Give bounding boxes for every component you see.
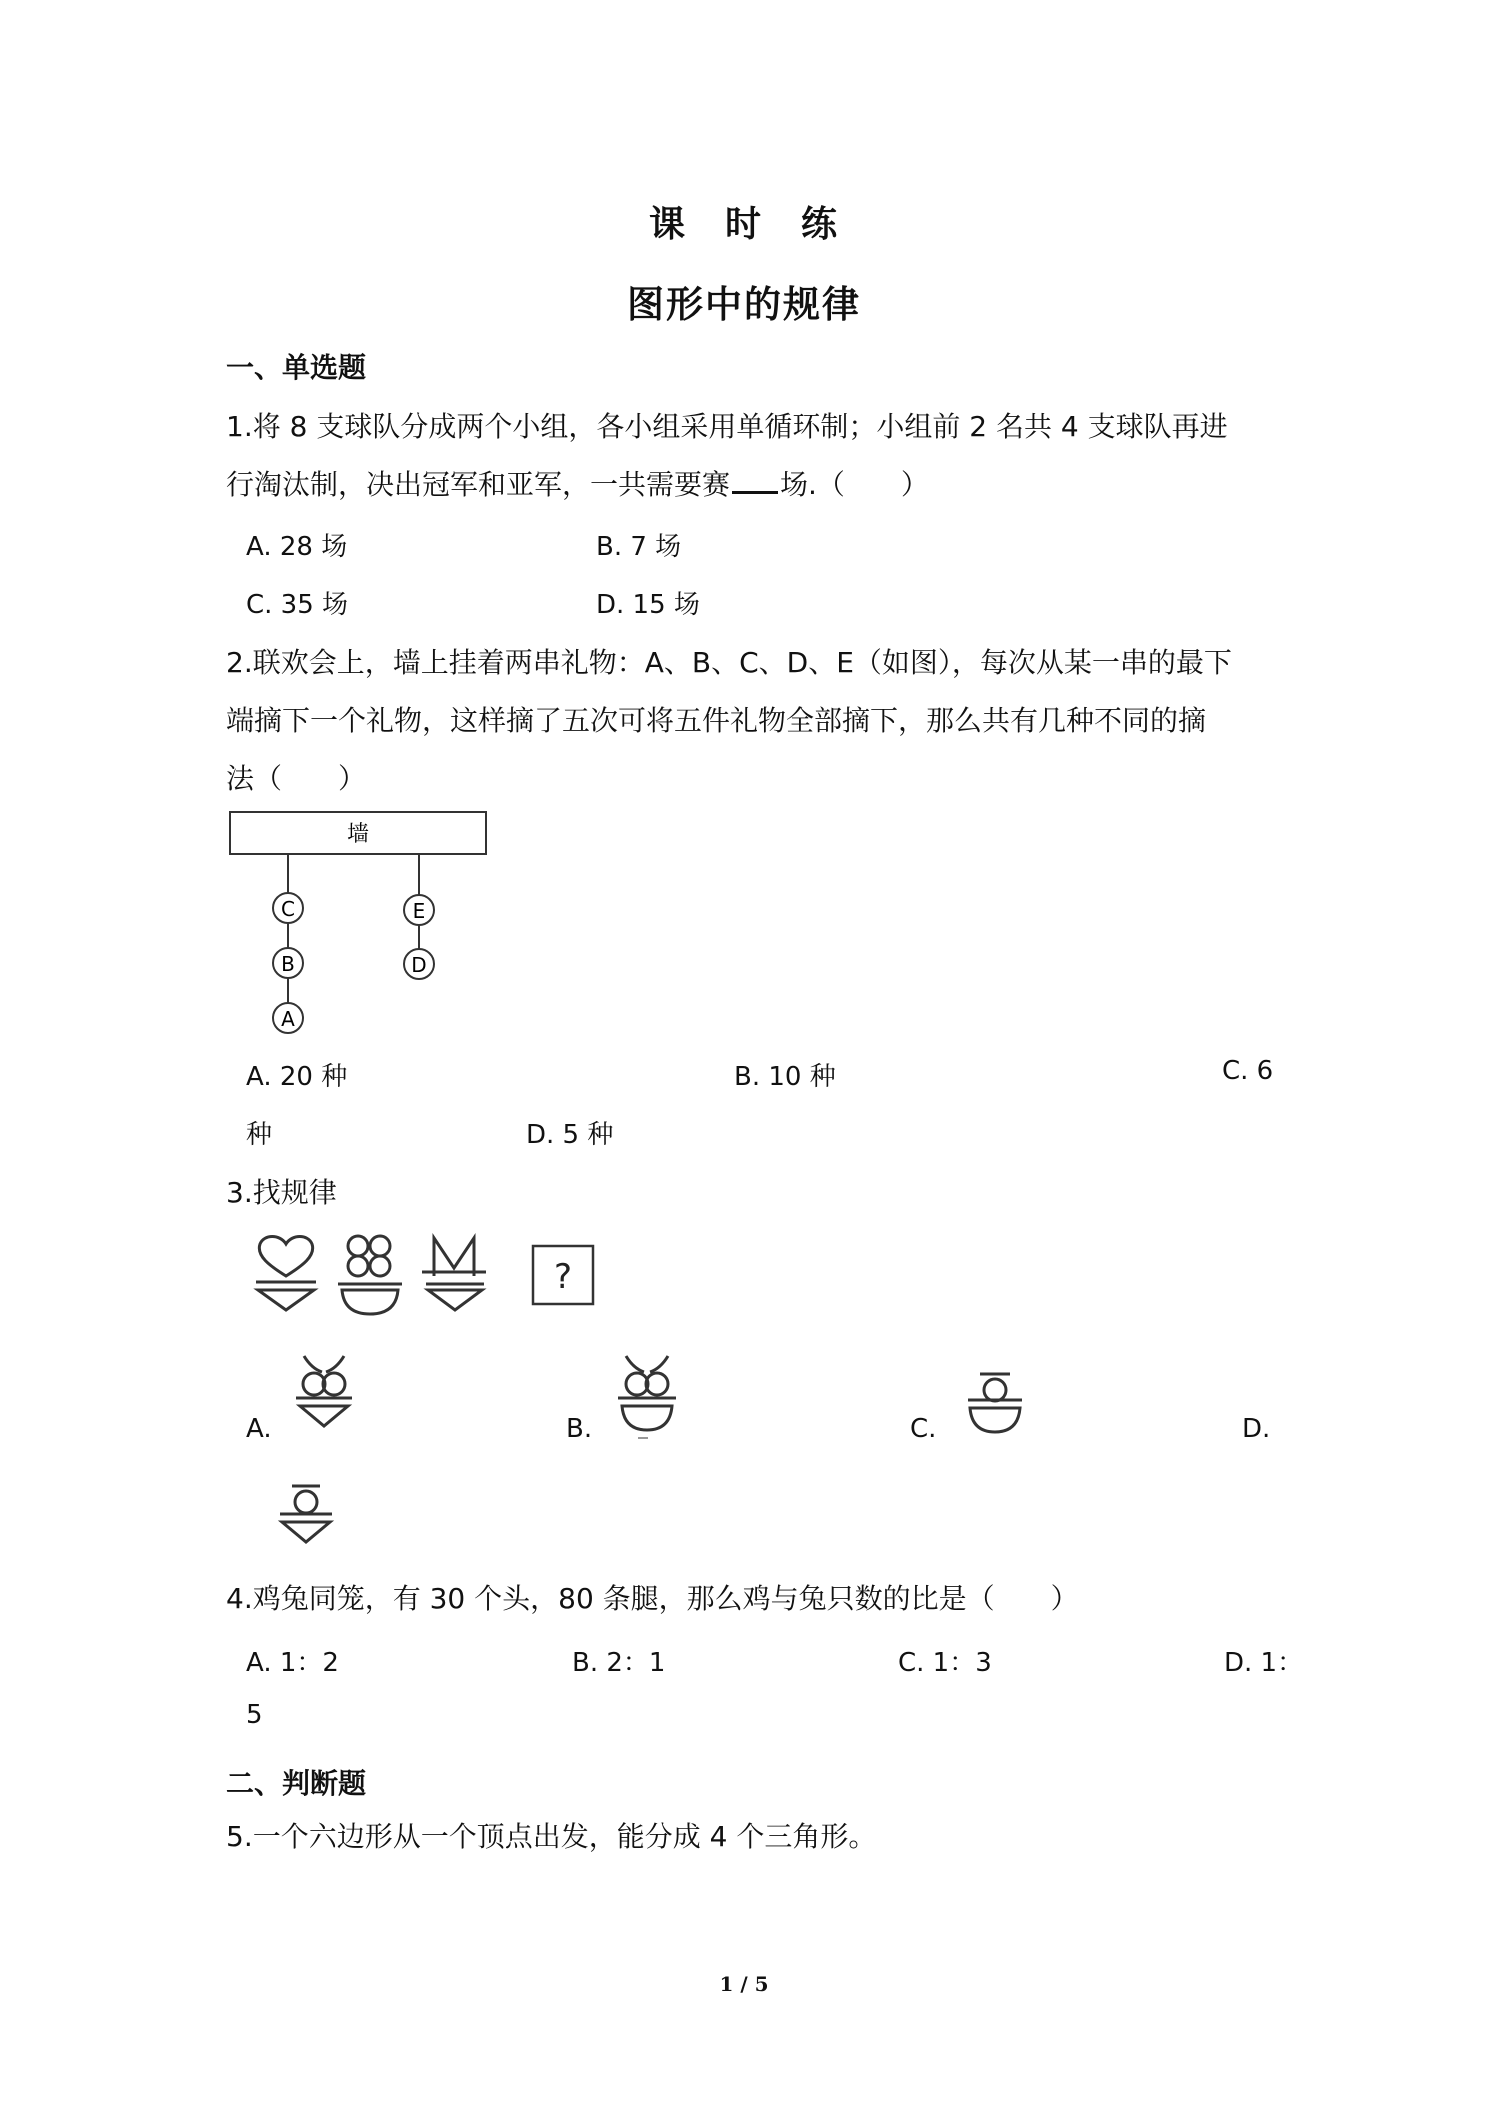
question-1-text-tail: 场.（ ） — [780, 468, 929, 501]
svg-text:D: D — [411, 953, 427, 977]
page-title: 课 时 练 — [648, 203, 839, 245]
gift-strings-figure — [226, 808, 496, 1038]
question-2-line-3: 法（ ） — [226, 762, 367, 795]
question-3-line-1: 3.找规律 — [226, 1176, 337, 1209]
q3-option-a-figure — [292, 1348, 356, 1430]
q3-option-b-label: B. — [566, 1414, 593, 1444]
q3-option-a-label: A. — [246, 1414, 272, 1444]
question-2-line-1: 2.联欢会上，墙上挂着两串礼物：A、B、C、D、E（如图），每次从某一串的最下 — [226, 646, 1232, 679]
q1-option-a: A. 28 场 — [246, 532, 348, 562]
q2-option-b: B. 10 种 — [734, 1062, 836, 1092]
q2-option-d: D. 5 种 — [526, 1120, 614, 1150]
gift-b — [273, 948, 303, 978]
page-subtitle: 图形中的规律 — [627, 282, 861, 326]
wall-label: 墙 — [346, 822, 370, 847]
pattern-figure-2 — [338, 1236, 402, 1314]
q2-option-c: C. 6 — [1222, 1056, 1274, 1086]
question-2-line-2: 端摘下一个礼物，这样摘了五次可将五件礼物全部摘下，那么共有几种不同的摘 — [226, 704, 1207, 737]
q1-option-c: C. 35 场 — [246, 590, 349, 620]
page-number: 1 / 5 — [719, 1972, 769, 1996]
pattern-sequence-figure — [250, 1232, 610, 1318]
q3-option-c-figure — [964, 1370, 1026, 1436]
question-1-line-2 — [226, 456, 929, 514]
gift-a — [273, 1003, 303, 1033]
question-4-line-1: 4.鸡兔同笼，有 30 个头，80 条腿，那么鸡与兔只数的比是（ ） — [226, 1582, 1079, 1615]
gift-d — [404, 949, 434, 979]
section-heading-true-false: 二、判断题 — [226, 1767, 367, 1800]
q4-option-a: A. 1：2 — [246, 1648, 339, 1678]
pattern-figure-1 — [256, 1237, 316, 1311]
gift-e — [404, 895, 434, 925]
q4-option-c: C. 1：3 — [898, 1648, 992, 1678]
pattern-figure-3 — [422, 1238, 486, 1310]
section-heading-single-choice: 一、单选题 — [226, 351, 367, 384]
q3-option-d-label: D. — [1242, 1414, 1271, 1444]
question-1-text: 行淘汰制，决出冠军和亚军，一共需要赛 — [226, 468, 731, 501]
q2-option-c-wrap: 种 — [246, 1120, 273, 1150]
question-5-line-1: 5.一个六边形从一个顶点出发，能分成 4 个三角形。 — [226, 1820, 877, 1853]
q4-option-d-wrap: 5 — [246, 1700, 263, 1730]
question-1-line-1: 1.将 8 支球队分成两个小组，各小组采用单循环制；小组前 2 名共 4 支球队再进 — [226, 410, 1228, 443]
q2-option-a: A. 20 种 — [246, 1062, 348, 1092]
svg-text:B: B — [281, 952, 295, 976]
q3-option-d-figure — [274, 1480, 338, 1556]
q4-option-b: B. 2：1 — [572, 1648, 666, 1678]
svg-text:E: E — [412, 899, 426, 923]
q1-option-d: D. 15 场 — [596, 590, 700, 620]
q4-option-d: D. 1： — [1224, 1648, 1304, 1678]
gift-c — [273, 893, 303, 923]
question-mark-box — [533, 1246, 593, 1304]
q3-option-b-figure — [614, 1348, 680, 1442]
svg-text:?: ? — [553, 1257, 573, 1297]
svg-text:C: C — [281, 897, 295, 921]
q1-option-b: B. 7 场 — [596, 532, 682, 562]
answer-blank — [732, 465, 778, 494]
svg-text:A: A — [281, 1007, 295, 1031]
q3-option-c-label: C. — [910, 1414, 937, 1444]
